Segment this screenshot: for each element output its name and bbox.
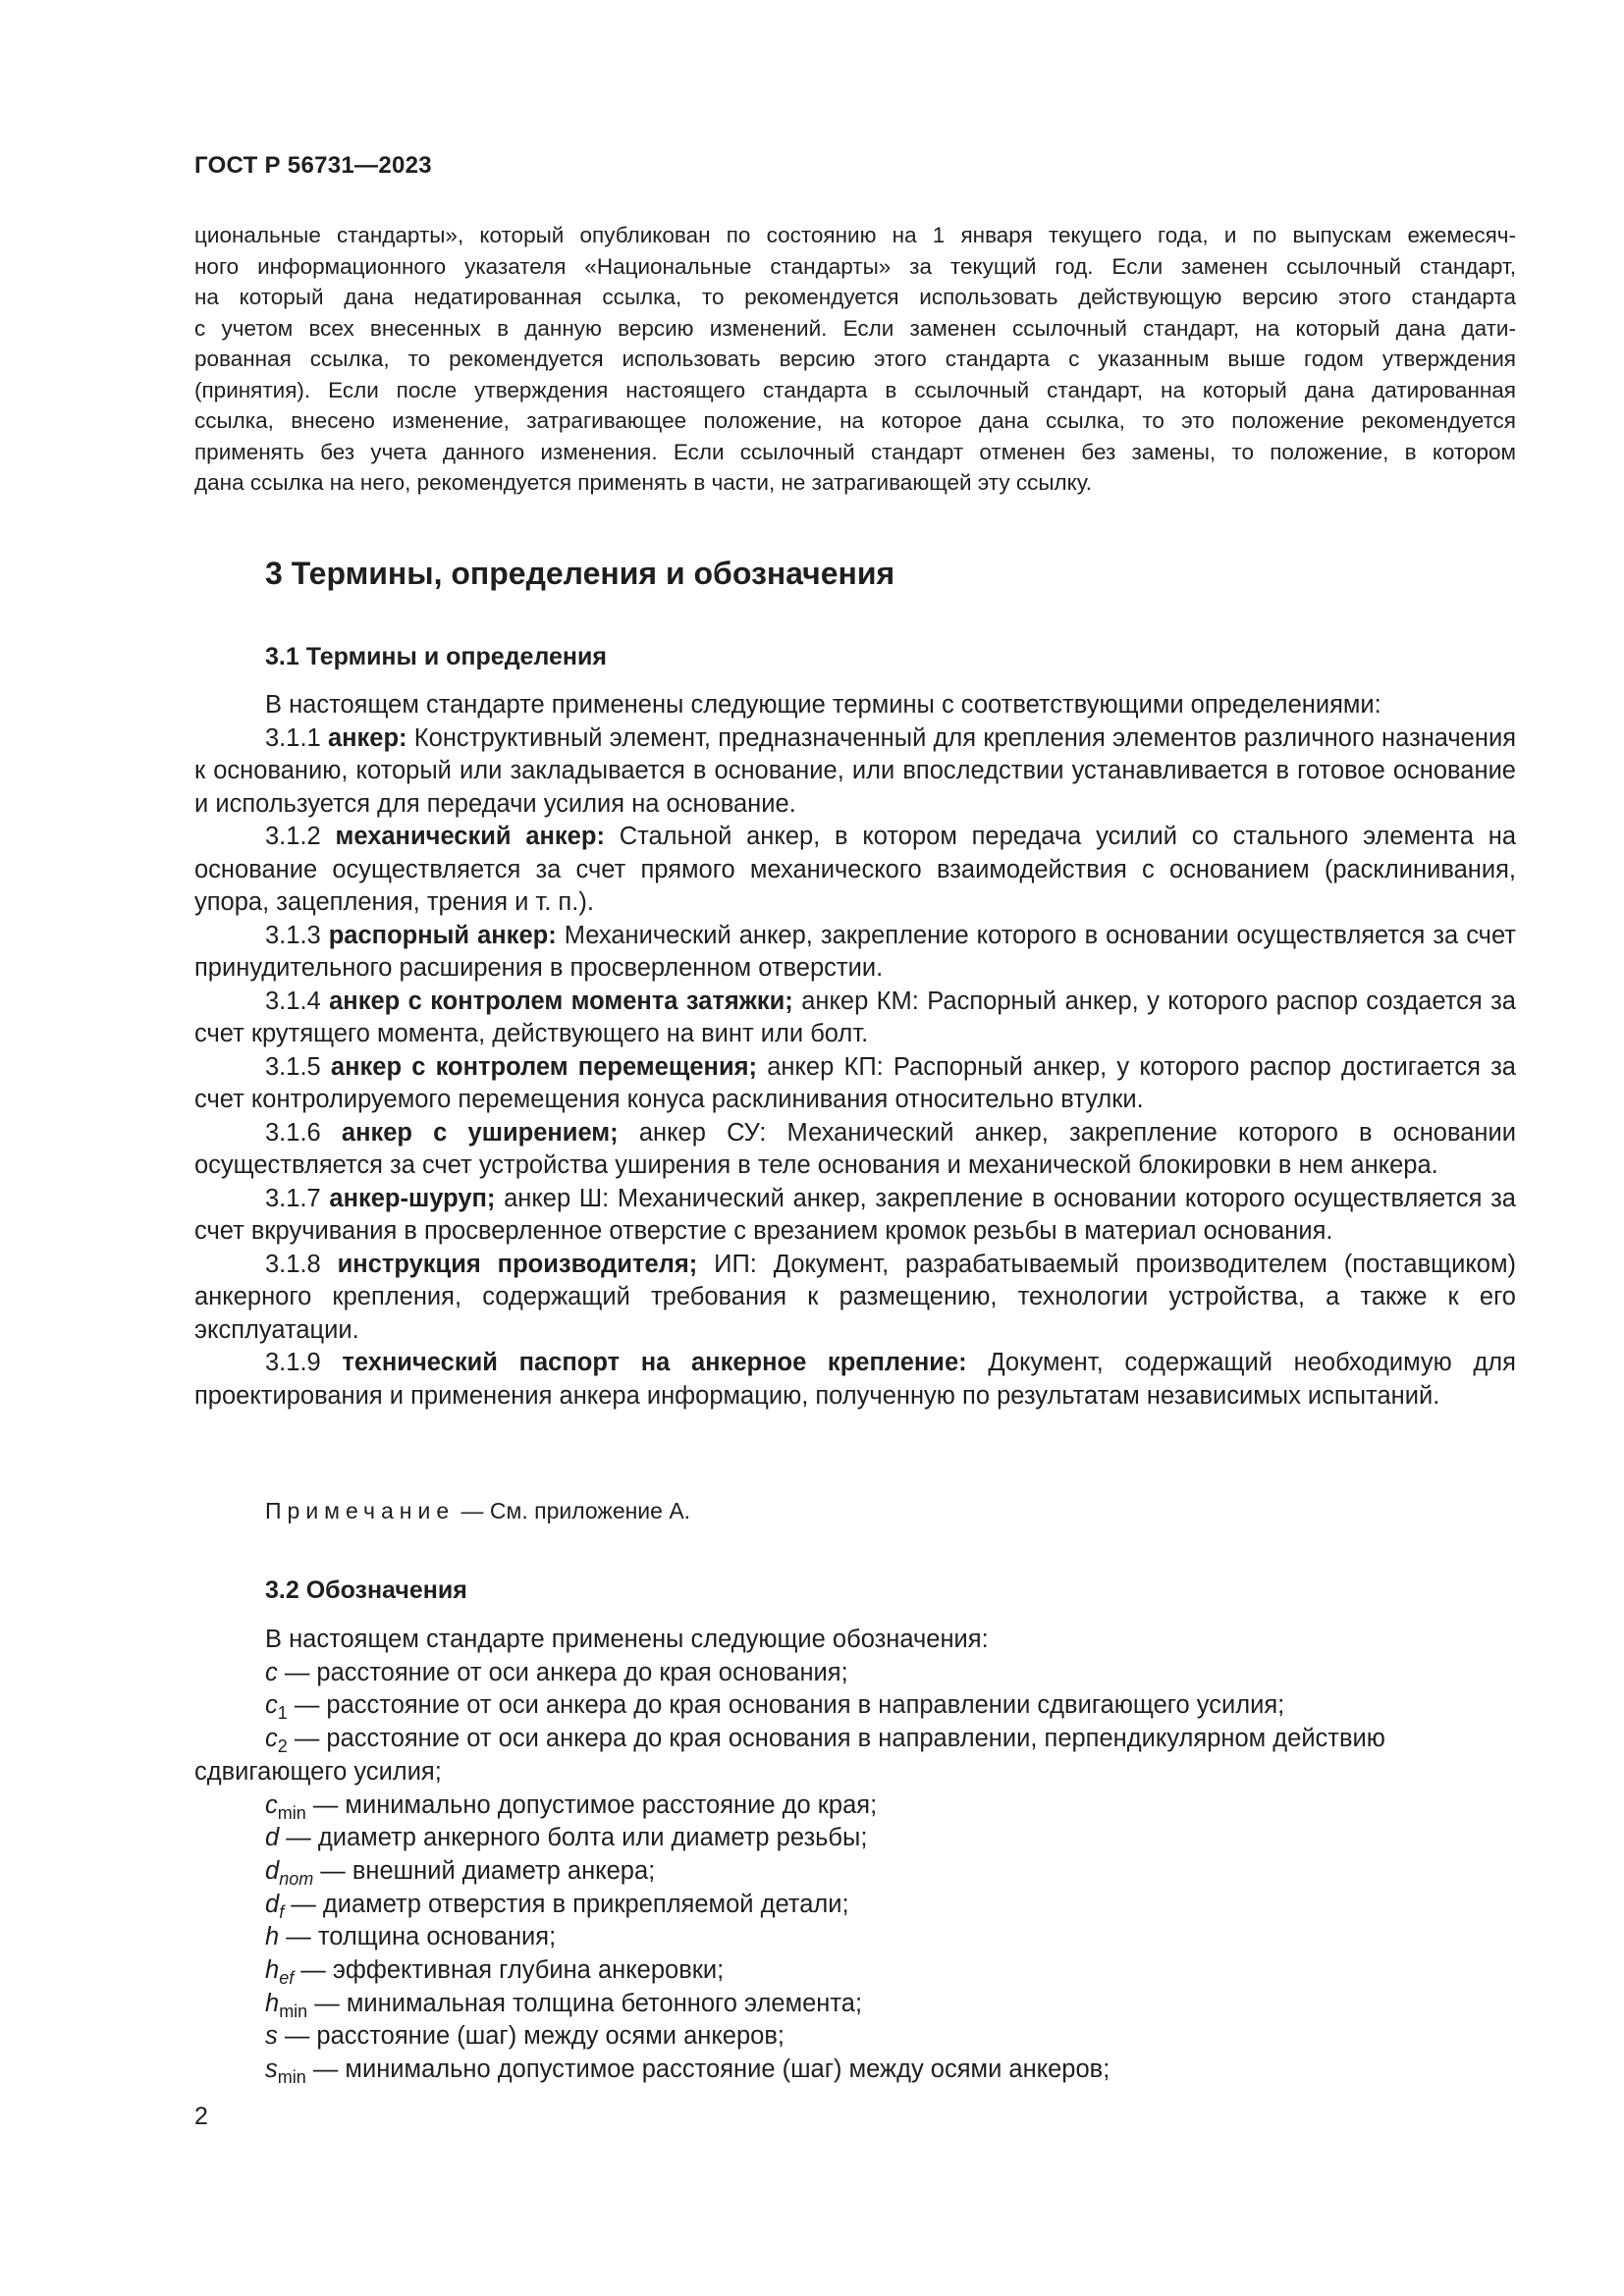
symbol-definition [194, 1689, 1516, 1723]
intro-line: ссылка, внесено изменение, затрагивающее положение, на которое дана ссылка, то это положение рекомендуется [194, 408, 1516, 433]
term-definition [194, 920, 1516, 986]
symbol-definition [194, 1789, 1516, 1823]
term-text: анкер Ш: Механический анкер, закрепление в основании которого осуществляется за счет вкручивания в просверленное отверстие с врезанием кромок резьбы в материал основания. [194, 1184, 1516, 1245]
term-number: 3.1.3 [265, 921, 321, 949]
symbol-definition [194, 2054, 1516, 2087]
term-text: ИП: Документ, разрабатываемый производителем (поставщиком) анкерного крепления, содержащий требования к размещению, технологии устройства, а также к его эксплуатации. [194, 1250, 1516, 1344]
intro-line: циональные стандарты», который опубликован по состоянию на 1 января текущего года, и по выпускам ежемесяч- [194, 223, 1516, 247]
term-name: механический анкер: [335, 823, 605, 850]
symbol-text: — минимальная толщина бетонного элемента; [307, 1989, 863, 2017]
term-number: 3.1.2 [265, 823, 321, 850]
symbol-subscript: 2 [277, 1736, 288, 1757]
symbol-text: — расстояние (шаг) между осями анкеров; [277, 2022, 785, 2051]
symbol: c [265, 1658, 278, 1686]
terms-body [194, 689, 1516, 1413]
subsection-title-terms: 3.1 Термины и определения [265, 643, 607, 670]
term-name: анкер: [327, 723, 407, 752]
term-definition [194, 1249, 1516, 1348]
term-number: 3.1.1 [265, 723, 321, 752]
term-definition [194, 1183, 1516, 1249]
term-text: анкер КП: Распорный анкер, у которого распор достигается за счет контролируемого перемещения конуса расклинивания относительно втулки. [194, 1052, 1516, 1113]
symbol-subscript: f [279, 1901, 285, 1922]
symbol-definition [194, 1855, 1516, 1889]
intro-line: применять без учета данного изменения. Если ссылочный стандарт отменен без замены, то положение, в котором [194, 439, 1516, 464]
symbol: c [265, 1725, 278, 1753]
symbol-text: — расстояние от оси анкера до края основания в направлении сдвигающего усилия; [287, 1691, 1285, 1720]
term-name: распорный анкер: [328, 921, 557, 949]
symbol-text: — минимально допустимое расстояние до края; [305, 1790, 878, 1819]
term-text: Документ, содержащий необходимую для проектирования и применения анкера информацию, полученную по результатам независимых испытаний. [194, 1349, 1516, 1410]
term-name: анкер с контролем момента затяжки; [329, 987, 793, 1015]
term-definition [194, 1117, 1516, 1183]
symbols-list [194, 1657, 1516, 2087]
symbol: s [265, 2056, 278, 2084]
symbol-definition [194, 1954, 1516, 1988]
intro-line: (принятия). Если после утверждения настоящего стандарта в ссылочный стандарт, на который дана датированная [194, 377, 1516, 402]
term-definition [194, 821, 1516, 920]
term-name: анкер с контролем перемещения; [330, 1052, 757, 1081]
section-title: 3 Термины, определения и обозначения [265, 556, 895, 591]
symbol-subscript: min [277, 1802, 306, 1823]
symbol-text: — внешний диаметр анкера; [313, 1856, 656, 1885]
term-definition [194, 1347, 1516, 1413]
symbol-subscript: nom [279, 1868, 314, 1889]
symbol: h [265, 1923, 280, 1951]
term-text: анкер КМ: Распорный анкер, у которого распор создается за счет крутящего момента, действующего на винт или болт. [194, 987, 1516, 1047]
terms-list [194, 722, 1516, 1414]
term-text: Стальной анкер, в котором передача усилий со стального элемента на основание осуществляется за счет прямого механического взаимодействия с основанием (расклинивания, упора, зацепления, трения и т. п.). [194, 823, 1517, 916]
term-number: 3.1.7 [265, 1184, 321, 1212]
symbol-subscript: ef [279, 1968, 295, 1989]
page-number: 2 [194, 2103, 208, 2130]
term-text: анкер СУ: Механический анкер, закрепление которого в основании осуществляется за счет устройства уширения в теле основания и механической блокировки в нем анкера. [194, 1118, 1516, 1179]
symbol-definition [194, 2020, 1516, 2054]
term-definition [194, 722, 1516, 822]
term-name: анкер-шуруп; [329, 1184, 496, 1212]
intro-line: на который дана недатированная ссылка, то рекомендуется использовать действующую версию этого стандарта [194, 285, 1516, 309]
term-number: 3.1.6 [265, 1118, 321, 1147]
symbol-subscript: min [279, 2001, 308, 2021]
term-number: 3.1.5 [265, 1052, 321, 1081]
intro-line: дана ссылка на него, рекомендуется применять в части, не затрагивающей эту ссылку. [194, 470, 1092, 495]
note [265, 1498, 690, 1524]
symbol-definition [194, 1921, 1516, 1954]
symbol-subscript: 1 [277, 1703, 288, 1724]
symbol-definition [194, 1889, 1516, 1922]
symbol-text: — минимально допустимое расстояние (шаг) между осями анкеров; [305, 2056, 1110, 2084]
symbol: h [265, 1989, 280, 2017]
symbol-definition [194, 1657, 1516, 1690]
symbol-text: — диаметр отверстия в прикрепляемой детали; [284, 1890, 849, 1918]
intro-paragraph [194, 220, 1516, 499]
symbol: h [265, 1956, 280, 1985]
term-definition [194, 1051, 1516, 1117]
symbol-text: — диаметр анкерного болта или диаметр резьбы; [279, 1824, 868, 1852]
symbol: s [265, 2022, 278, 2051]
symbol: c [265, 1790, 278, 1819]
term-number: 3.1.8 [265, 1250, 321, 1278]
symbol: d [265, 1890, 280, 1918]
symbol: d [265, 1824, 280, 1852]
term-name: инструкция производителя; [337, 1250, 698, 1278]
document-code-header: ГОСТ Р 56731—2023 [194, 152, 432, 179]
symbols-body [194, 1624, 1516, 2087]
term-number: 3.1.9 [265, 1349, 321, 1376]
symbol: c [265, 1691, 278, 1720]
note-text: — См. приложение А. [455, 1498, 691, 1523]
symbol: d [265, 1856, 280, 1885]
note-label: Примечание [265, 1498, 456, 1523]
terms-lead: В настоящем стандарте применены следующие термины с соответствующими определениями: [265, 691, 1381, 719]
symbol-text: — эффективная глубина анкеровки; [294, 1956, 725, 1985]
symbols-lead: В настоящем стандарте применены следующие обозначения: [265, 1626, 989, 1653]
intro-line: рованная ссылка, то рекомендуется использовать версию этого стандарта с указанным выше годом утверждения [194, 347, 1516, 371]
term-text: Конструктивный элемент, предназначенный для крепления элементов различного назначения к основанию, который или закладывается в основание, или впоследствии устанавливается в готовое основание и используется для передачи усилия на основание. [194, 723, 1516, 818]
term-name: анкер с уширением; [341, 1118, 619, 1147]
symbol-subscript: min [277, 2067, 306, 2088]
term-definition [194, 986, 1516, 1051]
symbol-definition [194, 1822, 1516, 1855]
intro-line: с учетом всех внесенных в данную версию изменений. Если заменен ссылочный стандарт, на который дана дати- [194, 315, 1516, 341]
intro-line: ного информационного указателя «Национальные стандарты» за текущий год. Если заменен ссылочный стандарт, [194, 253, 1516, 279]
symbol-definition [194, 1723, 1516, 1789]
symbol-definition [194, 1988, 1516, 2021]
symbol-text: — расстояние от оси анкера до края основания; [277, 1658, 848, 1686]
subsection-title-symbols: 3.2 Обозначения [265, 1576, 467, 1604]
term-text: Механический анкер, закрепление которого в основании осуществляется за счет принудительного расширения в просверленном отверстии. [194, 921, 1516, 982]
term-name: технический паспорт на анкерное крепление: [342, 1349, 967, 1376]
symbol-text: — расстояние от оси анкера до края основания в направлении, перпендикулярном действию сдвигающего усилия; [194, 1725, 1385, 1786]
symbol-text: — толщина основания; [279, 1923, 557, 1951]
term-number: 3.1.4 [265, 987, 321, 1015]
